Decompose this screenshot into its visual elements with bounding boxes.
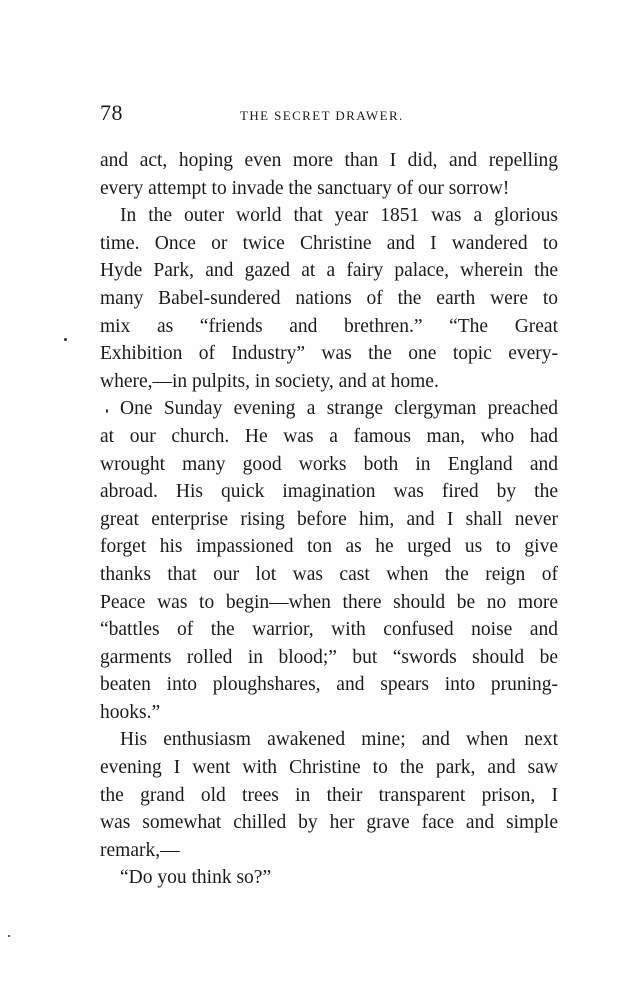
text-line: “Do you think so?” (120, 867, 272, 889)
text-line: many Babel-sundered nations of the earth were to (100, 287, 558, 309)
body-text (100, 147, 558, 892)
text-line: where,—in pulpits, in society, and at home. (100, 370, 439, 392)
text-line: at our church. He was a famous man, who had (100, 425, 558, 447)
text-line: and act, hoping even more than I did, and repelling (100, 150, 558, 171)
ink-speck (106, 409, 108, 413)
text-line: great enterprise rising before him, and I shall never (100, 508, 558, 530)
ink-speck (64, 338, 67, 341)
text-line: the grand old trees in their transparent prison, I (100, 784, 558, 806)
text-line: garments rolled in blood;” but “swords should be (100, 646, 558, 668)
text-line: His enthusiasm awakened mine; and when next (120, 729, 558, 751)
text-line: One Sunday evening a strange clergyman preached (120, 398, 558, 420)
text-line: evening I went with Christine to the park, and saw (100, 757, 558, 779)
running-head: THE SECRET DRAWER. (240, 108, 404, 123)
text-line: Peace was to begin—when there should be no more (100, 591, 558, 613)
text-line: “battles of the warrior, with confused noise and (100, 619, 558, 641)
text-line: Exhibition of Industry” was the one topic every- (100, 343, 558, 365)
text-line: hooks.” (100, 701, 161, 723)
text-line: In the outer world that year 1851 was a glorious (120, 205, 558, 227)
text-line: every attempt to invade the sanctuary of our sorrow! (100, 177, 510, 199)
text-line: wrought many good works both in England and (100, 453, 558, 475)
page-number: 78 (100, 100, 123, 125)
text-line: remark,— (100, 839, 180, 861)
ink-speck (8, 935, 10, 937)
text-line: thanks that our lot was cast when the reign of (100, 563, 558, 585)
text-line: forget his impassioned ton as he urged us to give (100, 536, 558, 558)
text-line: time. Once or twice Christine and I wandered to (100, 232, 558, 254)
text-line: Hyde Park, and gazed at a fairy palace, wherein the (100, 260, 558, 282)
text-line: mix as “friends and brethren.” “The Great (100, 315, 558, 337)
page-header (100, 100, 560, 130)
text-line: was somewhat chilled by her grave face and simple (100, 812, 558, 834)
text-line: beaten into ploughshares, and spears into pruning- (100, 674, 558, 696)
text-line: abroad. His quick imagination was fired by the (100, 481, 558, 503)
